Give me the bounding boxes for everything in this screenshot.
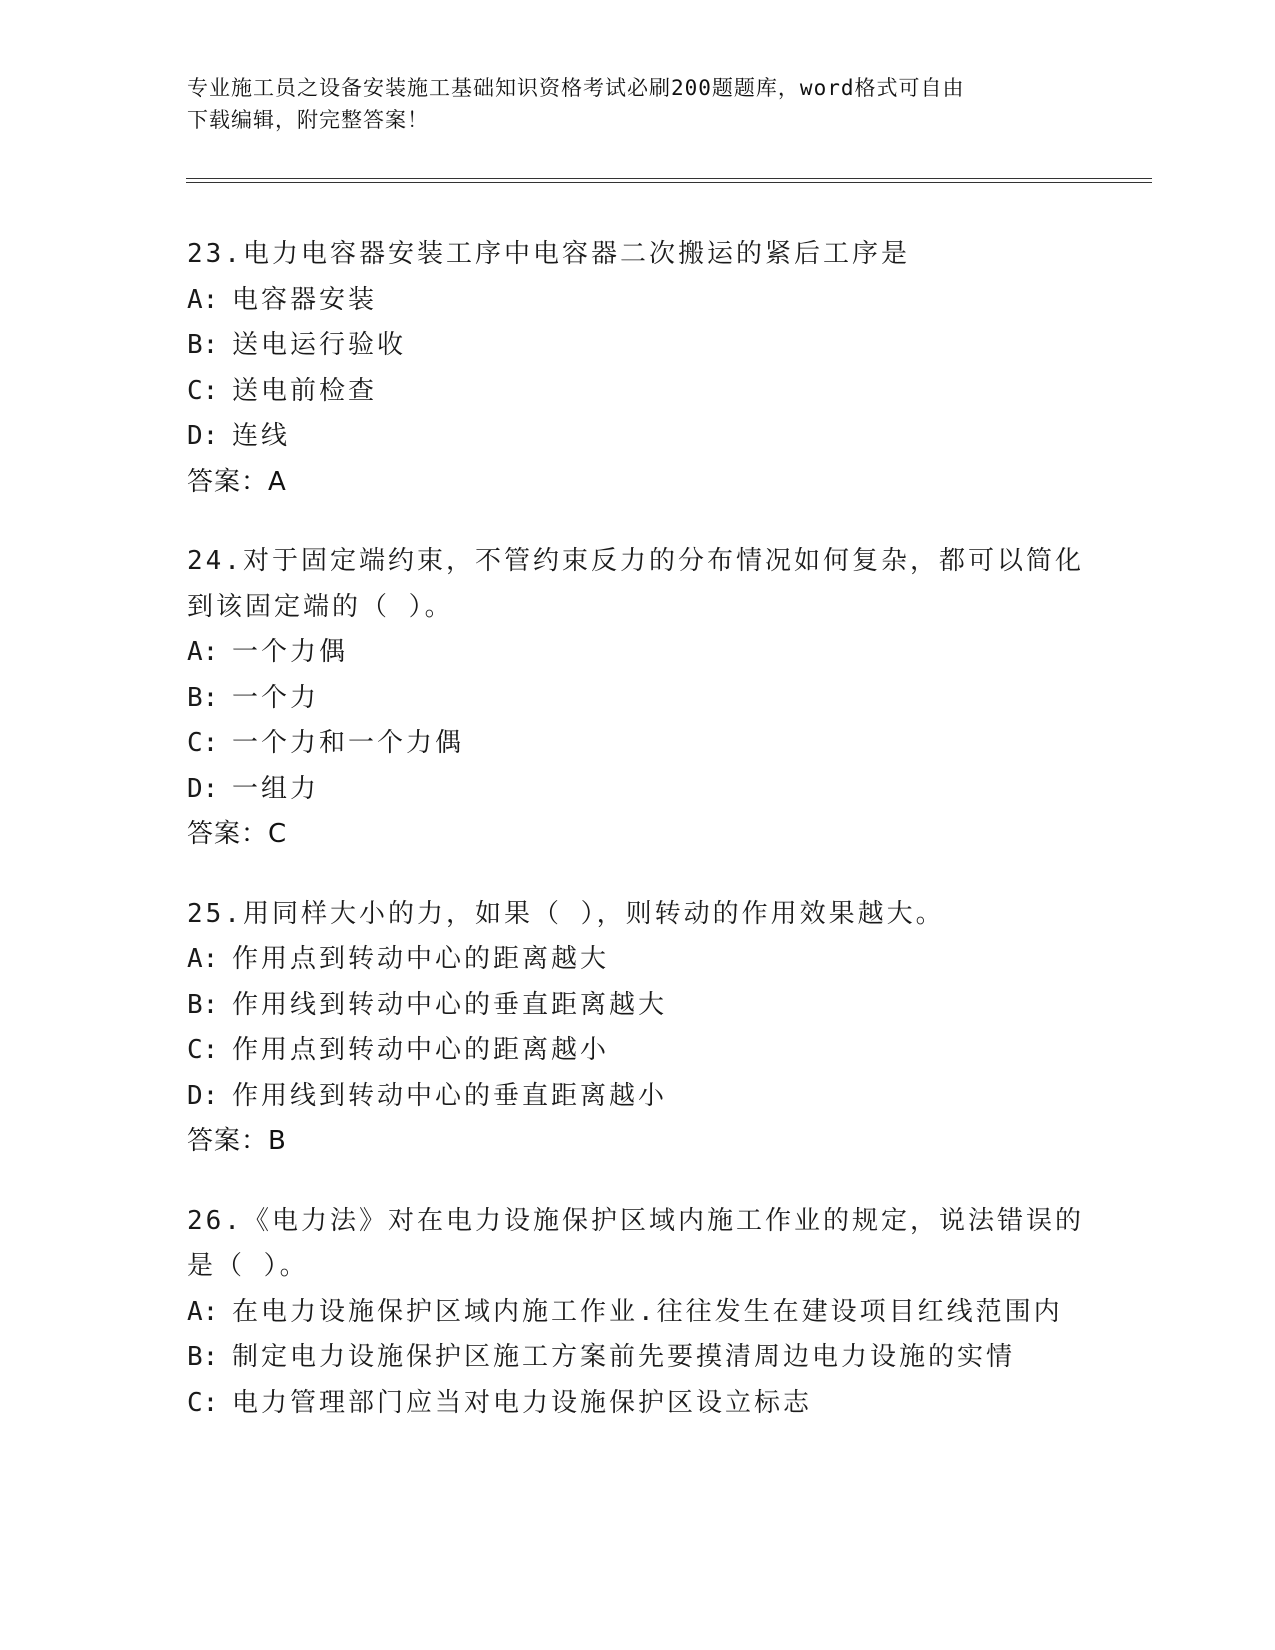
option-text: 连线 [232,421,291,451]
option-text: 作用线到转动中心的垂直距离越小 [232,1080,668,1111]
option-d [187,1074,1087,1120]
option-d [187,414,1087,460]
option-key: C: [187,1387,219,1418]
question-text: 25.用同样大小的力，如果（ ），则转动的作用效果越大。 [187,898,945,929]
option-text: 制定电力设施保护区施工方案前先要摸清周边电力设施的实情 [232,1342,1016,1372]
option-a [187,937,1087,983]
option-key: C: [187,1035,219,1065]
option-key: A: [187,944,219,974]
question-23 [187,232,1087,505]
option-text: 在电力设施保护区域内施工作业.往往发生在建设项目红线范围内 [232,1296,1063,1327]
option-key: D: [187,1080,219,1111]
answer-line: 答案：B [187,1126,287,1156]
option-key: D: [187,773,219,804]
question-text-continued: 是（ ）。 [187,1251,309,1281]
option-text: 送电前检查 [232,375,378,406]
header-line-1: 专业施工员之设备安装施工基础知识资格考试必刷200题题库，word格式可自由 [187,76,965,100]
option-key: A: [187,1296,219,1327]
option-key: B: [187,1342,219,1372]
option-a [187,278,1087,324]
option-key: B: [187,682,219,713]
question-list [187,232,1087,1460]
document-header [187,72,1087,136]
option-b [187,676,1087,722]
option-key: A: [187,637,219,667]
option-c [187,721,1087,767]
question-24 [187,539,1087,858]
option-key: D: [187,421,219,451]
header-line-2: 下载编辑，附完整答案！ [187,108,429,132]
option-key: B: [187,330,219,360]
answer-line: 答案：C [187,819,288,849]
option-key: C: [187,375,219,406]
option-text: 电容器安装 [232,284,378,315]
option-a [187,630,1087,676]
header-rule-bottom [186,182,1152,183]
option-key: C: [187,728,219,758]
question-text: 23.电力电容器安装工序中电容器二次搬运的紧后工序是 [187,239,910,269]
header-rule-top [186,178,1152,179]
answer-line: 答案：A [187,466,287,497]
option-c [187,1028,1087,1074]
option-text: 一个力和一个力偶 [232,728,465,758]
option-c [187,369,1087,415]
option-text: 一个力 [232,682,320,713]
question-text: 26.《电力法》对在电力设施保护区域内施工作业的规定，说法错误的 [187,1205,1084,1236]
question-text: 24.对于固定端约束，不管约束反力的分布情况如何复杂，都可以简化 [187,546,1084,576]
option-text: 送电运行验收 [232,330,407,360]
option-d [187,767,1087,813]
option-text: 一组力 [232,773,320,804]
option-text: 作用点到转动中心的距离越大 [232,944,610,974]
question-text-continued: 到该固定端的（ ）。 [187,591,454,622]
option-text: 作用线到转动中心的垂直距离越大 [232,989,668,1020]
option-a [187,1290,1087,1336]
option-c [187,1381,1087,1427]
option-b [187,1335,1087,1381]
option-key: B: [187,989,219,1020]
option-text: 一个力偶 [232,637,349,667]
option-key: A: [187,284,219,315]
question-25 [187,892,1087,1165]
option-text: 电力管理部门应当对电力设施保护区设立标志 [232,1387,813,1418]
option-b [187,983,1087,1029]
option-text: 作用点到转动中心的距离越小 [232,1035,610,1065]
question-26 [187,1199,1087,1427]
option-b [187,323,1087,369]
